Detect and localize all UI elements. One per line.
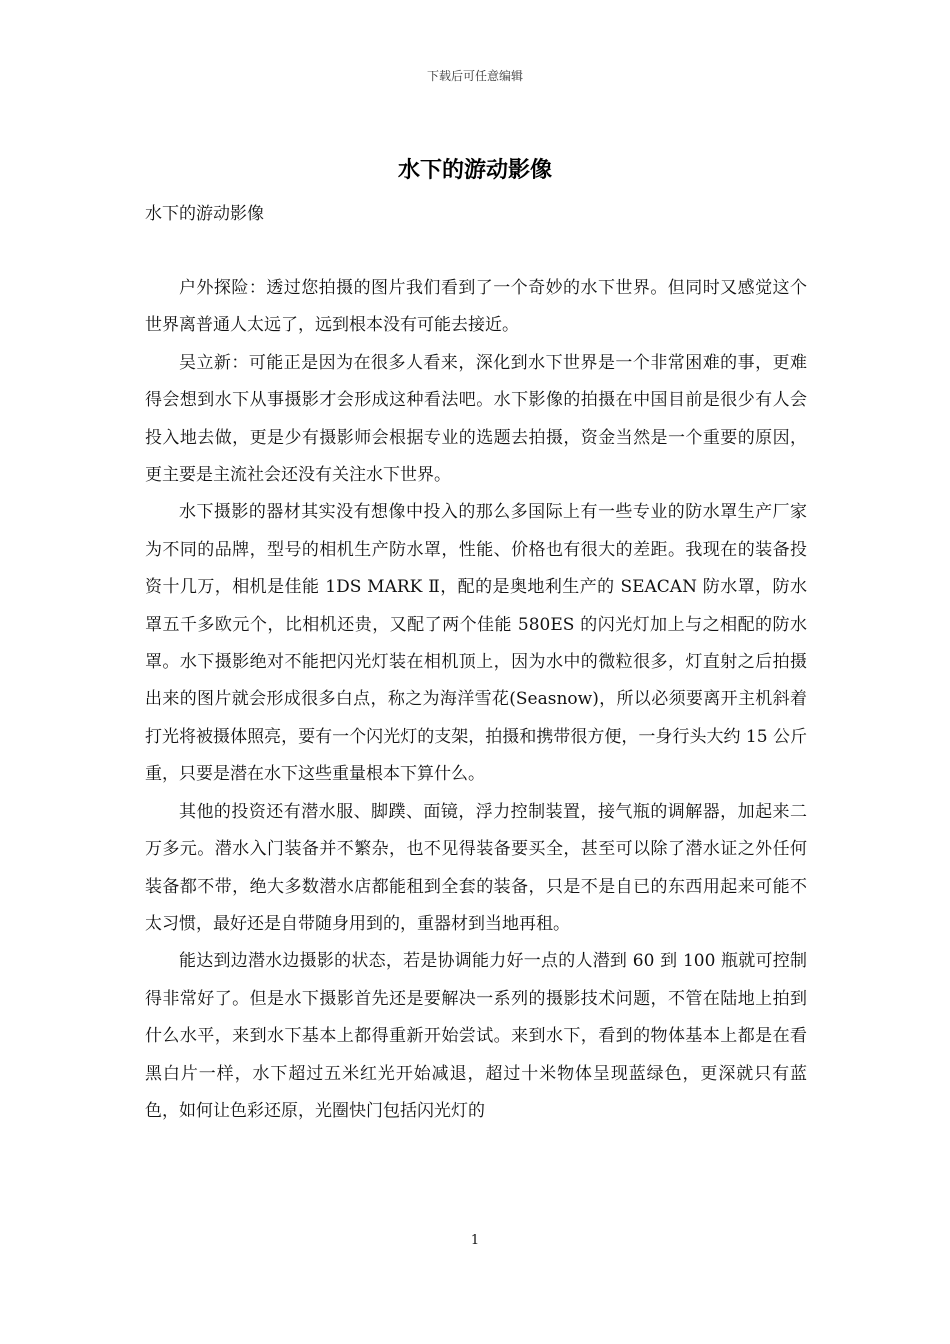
document-subtitle: 水下的游动影像 — [145, 204, 264, 224]
paragraph-2: 吴立新：可能正是因为在很多人看来，深化到水下世界是一个非常困难的事，更难得会想到水下从事摄影才会形成这种看法吧。水下影像的拍摄在中国目前是很少有人会投入地去做，更是少有摄影师会根据专业的选题去拍摄，资金当然是一个重要的原因，更主要是主流社会还没有关注水下世界。 — [145, 352, 807, 486]
paragraph-4: 其他的投资还有潜水服、脚蹼、面镜，浮力控制装置，接气瓶的调解器，加起来二万多元。潜水入门装备并不繁杂，也不见得装备要买全，甚至可以除了潜水证之外任何装备都不带，绝大多数潜水店都能租到全套的装备，只是不是自已的东西用起来可能不太习惯，最好还是自带随身用到的，重器材到当地再租。 — [145, 801, 807, 934]
page-number: 1 — [470, 1233, 480, 1248]
page-header: 下载后可任意编辑 — [426, 69, 523, 83]
paragraph-3: 水下摄影的器材其实没有想像中投入的那么多国际上有一些专业的防水罩生产厂家为不同的品牌，型号的相机生产防水罩，性能、价格也有很大的差距。我现在的装备投资十几万，相机是佳能 1DS MARK Ⅱ，配的是奥地利生产的 SEACAN 防水罩，防水罩五千多欧元个，比相机还贵，又配了两个佳能 580ES 的闪光灯加上与之相配的防水罩。水下摄影绝对不能把闪光灯装在相机顶上，因为水中的微粒很多，灯直射之后拍摄出来的图片就会形成很多白点，称之为海洋雪花(Seasnow)，所以必须要离开主机斜着打光将被摄体照亮，要有一个闪光灯的支架，拍摄和携带很方便，一身行头大约 15 公斤重，只要是潜在水下这些重量根本下算什么。 — [145, 502, 807, 785]
paragraph-1: 户外探险：透过您拍摄的图片我们看到了一个奇妙的水下世界。但同时又感觉这个世界离普通人太远了，远到根本没有可能去接近。 — [145, 278, 807, 336]
document-body — [145, 270, 807, 1130]
paragraph-5: 能达到边潜水边摄影的状态，若是协调能力好一点的人潜到 60 到 100 瓶就可控制得非常好了。但是水下摄影首先还是要解决一系列的摄影技术问题，不管在陆地上拍到什么水平，来到水下基本上都得重新开始尝试。来到水下，看到的物体基本上都是在看黑白片一样，水下超过五米红光开始减退，超过十米物体呈现蓝绿色，更深就只有蓝色，如何让色彩还原，光圈快门包括闪光灯的 — [145, 951, 807, 1121]
document-title: 水下的游动影像 — [397, 157, 552, 183]
